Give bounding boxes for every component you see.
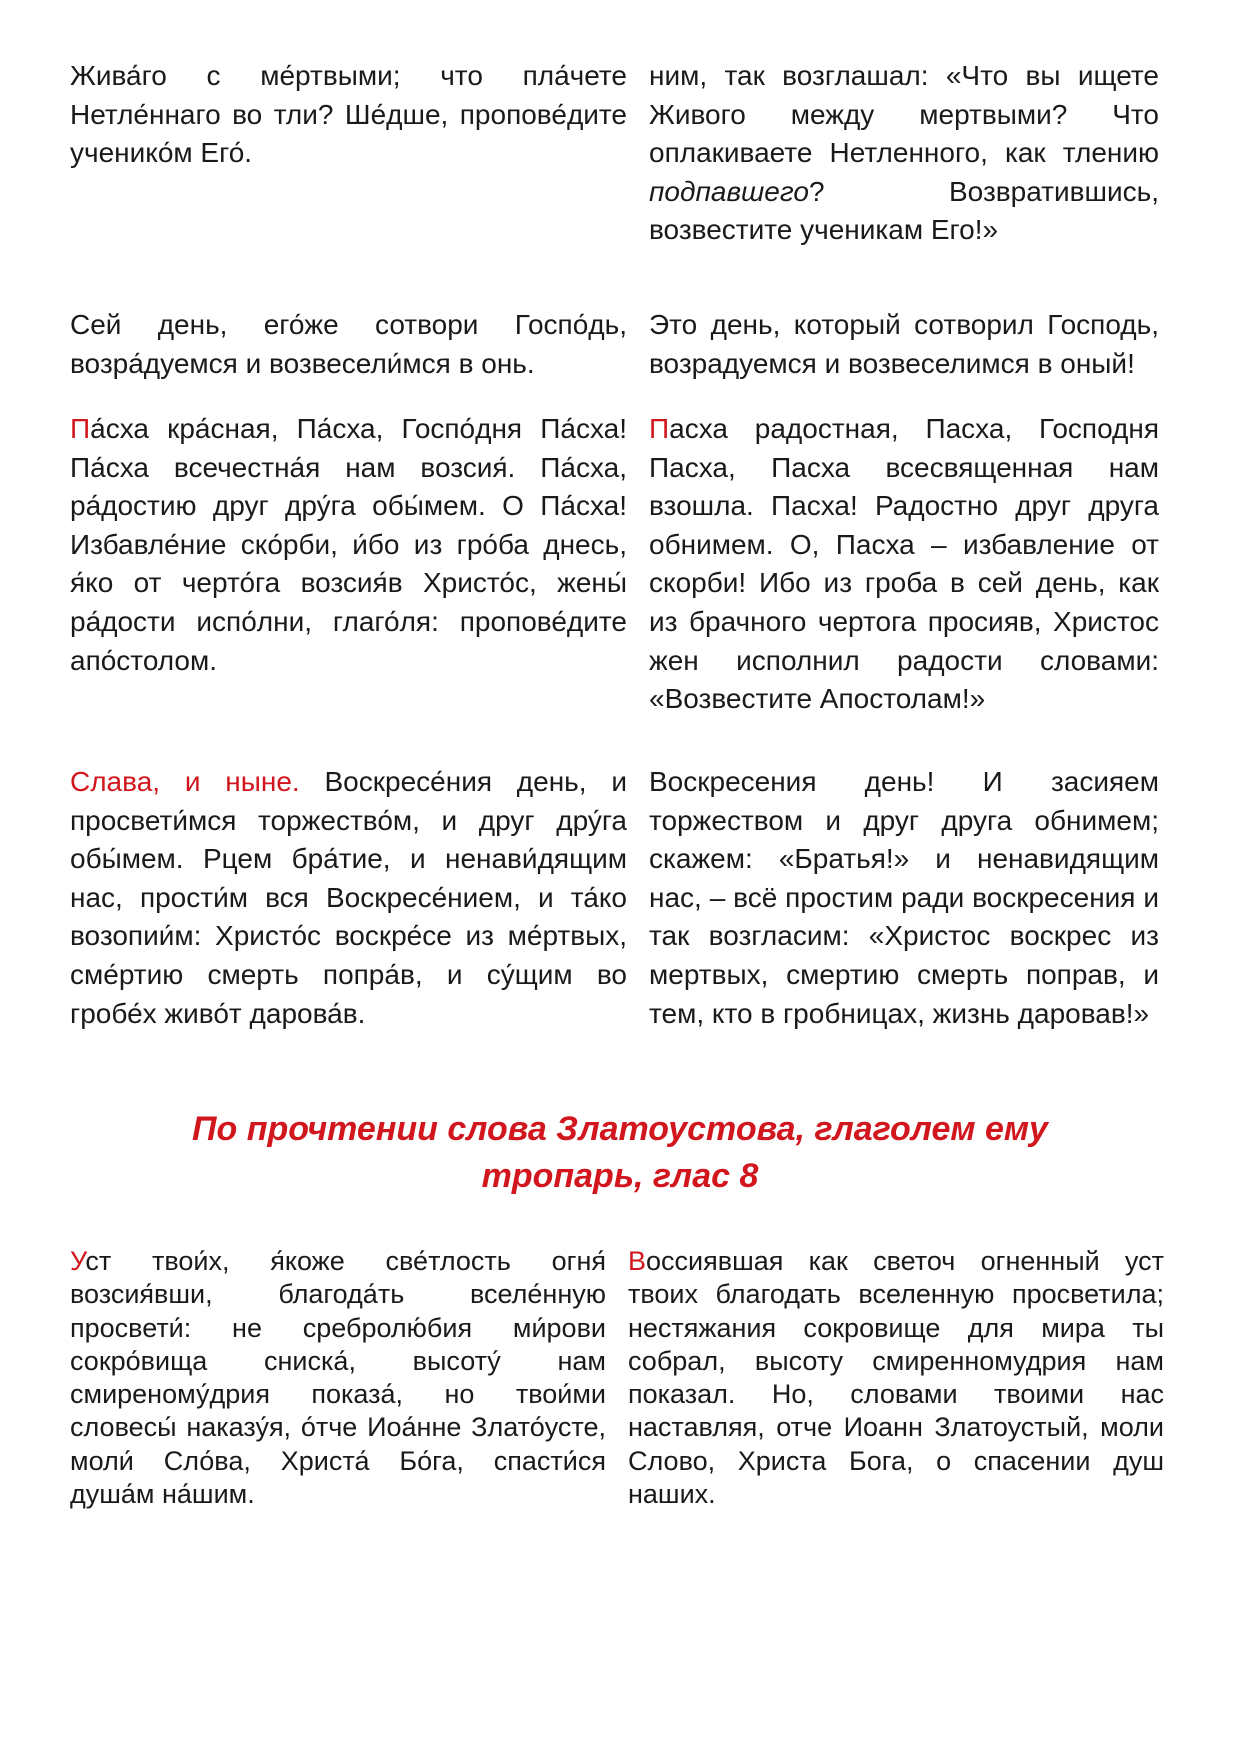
block-3-church-slavonic xyxy=(70,410,627,719)
section-heading xyxy=(0,1106,1240,1200)
paragraph-text: Воскресения день! И засияем торжеством и друг друга обнимем; скажем: «Братья!» и ненавидящим нас, – всё простим ради воскресения и так возгласим: «Христос воскрес из мертвых, смертию смерть поправ, и тем, кто в гробницах, жизнь даровав!» xyxy=(649,766,1159,1029)
initial-letter: В xyxy=(628,1246,647,1276)
text-block-1 xyxy=(70,57,1159,250)
block-4-russian xyxy=(649,763,1159,1033)
text-block-5 xyxy=(70,1245,1164,1511)
paragraph-text: асха радостная, Пасха, Господня Пасха, Пасха всесвященная нам взошла. Пасха! Радостно друг друга обнимем. О, Пасха – избавление от скорби! Ибо из гроба в сей день, как из брачного чертога просияв, Христос жен исполнил радости словами: «Возвестите Апостолам!» xyxy=(649,413,1159,715)
paragraph-text: а́сха кра́сная, Па́сха, Госпо́дня Па́сха! Па́сха всечестна́я нам возсия́. Па́сха, ра́достию друг дру́га обы́мем. О Па́сха! Избавле́ние ско́рби, и́бо из гро́ба днесь, я́ко от черто́га возсия́в Христо́с, жены́ ра́дости испо́лни, глаго́ля: пропове́дите апо́столом. xyxy=(70,413,627,676)
paragraph-text: Жива́го с ме́ртвыми; что пла́чете Нетле́ннаго во тли? Ше́дше, пропове́дите ученико́м Его́. xyxy=(70,60,627,169)
text-block-3 xyxy=(70,410,1159,719)
heading-line-1: По прочтении слова Златоустова, глаголем ему xyxy=(192,1110,1048,1148)
text-block-2 xyxy=(70,306,1159,383)
paragraph-text: оссиявшая как светоч огненный уст твоих благодать вселенную просветила; нестяжания сокровище для мира ты собрал, высоту смиренномудрия нам показал. Но, словами твоими нас наставляя, отче Иоанн Златоустый, моли Слово, Христа Бога, о спасении душ наших. xyxy=(628,1246,1164,1510)
italic-word: подпавшего xyxy=(649,175,809,207)
initial-letter: П xyxy=(70,413,91,444)
block-1-russian xyxy=(649,57,1159,250)
initial-letter: П xyxy=(649,413,670,444)
block-2-church-slavonic xyxy=(70,306,627,383)
text-block-4 xyxy=(70,763,1159,1033)
paragraph-text: ним, так возглашал: «Что вы ищете Живого между мертвыми? Что оплакиваете Нетленного, как тлению xyxy=(649,60,1159,169)
troparion-russian xyxy=(628,1245,1164,1511)
troparion-church-slavonic xyxy=(70,1245,606,1511)
block-3-russian xyxy=(649,410,1159,719)
paragraph-text: Воскресе́ния день, и просвети́мся торжество́м, и друг дру́га обы́мем. Рцем бра́тие, и ненави́дящим нас, прости́м вся Воскресе́нием, и та́ко возопии́м: Христо́с воскре́се из ме́ртвых, сме́ртию смерть попра́в, и су́щим во гробе́х живо́т дарова́в. xyxy=(70,766,627,1029)
paragraph-text: Это день, который сотворил Господь, возрадуемся и возвеселимся в оный! xyxy=(649,309,1159,379)
rubric-label: Слава, и ныне. xyxy=(70,766,300,797)
paragraph-text: ст твои́х, я́коже све́тлость огня́ возсия́вши, благода́ть вселе́нную просвети́: не сребролю́бия ми́рови сокро́вища сниска́, высоту́ нам смиреному́дрия показа́, но твои́ми словесы́ наказу́я, о́тче Иоа́нне Злато́усте, моли́ Сло́ва, Христа́ Бо́га, спасти́ся душа́м на́шим. xyxy=(70,1246,606,1510)
heading-line-2: тропарь, глас 8 xyxy=(481,1157,759,1195)
block-4-church-slavonic xyxy=(70,763,627,1033)
paragraph-text: Сей день, его́же сотвори Госпо́дь, возра́дуемся и возвесели́мся в онь. xyxy=(70,309,627,379)
initial-letter: У xyxy=(70,1246,86,1276)
block-2-russian xyxy=(649,306,1159,383)
block-1-church-slavonic xyxy=(70,57,627,250)
paragraph-text: ? Возвратившись, возвестите ученикам Его!» xyxy=(649,175,1159,246)
